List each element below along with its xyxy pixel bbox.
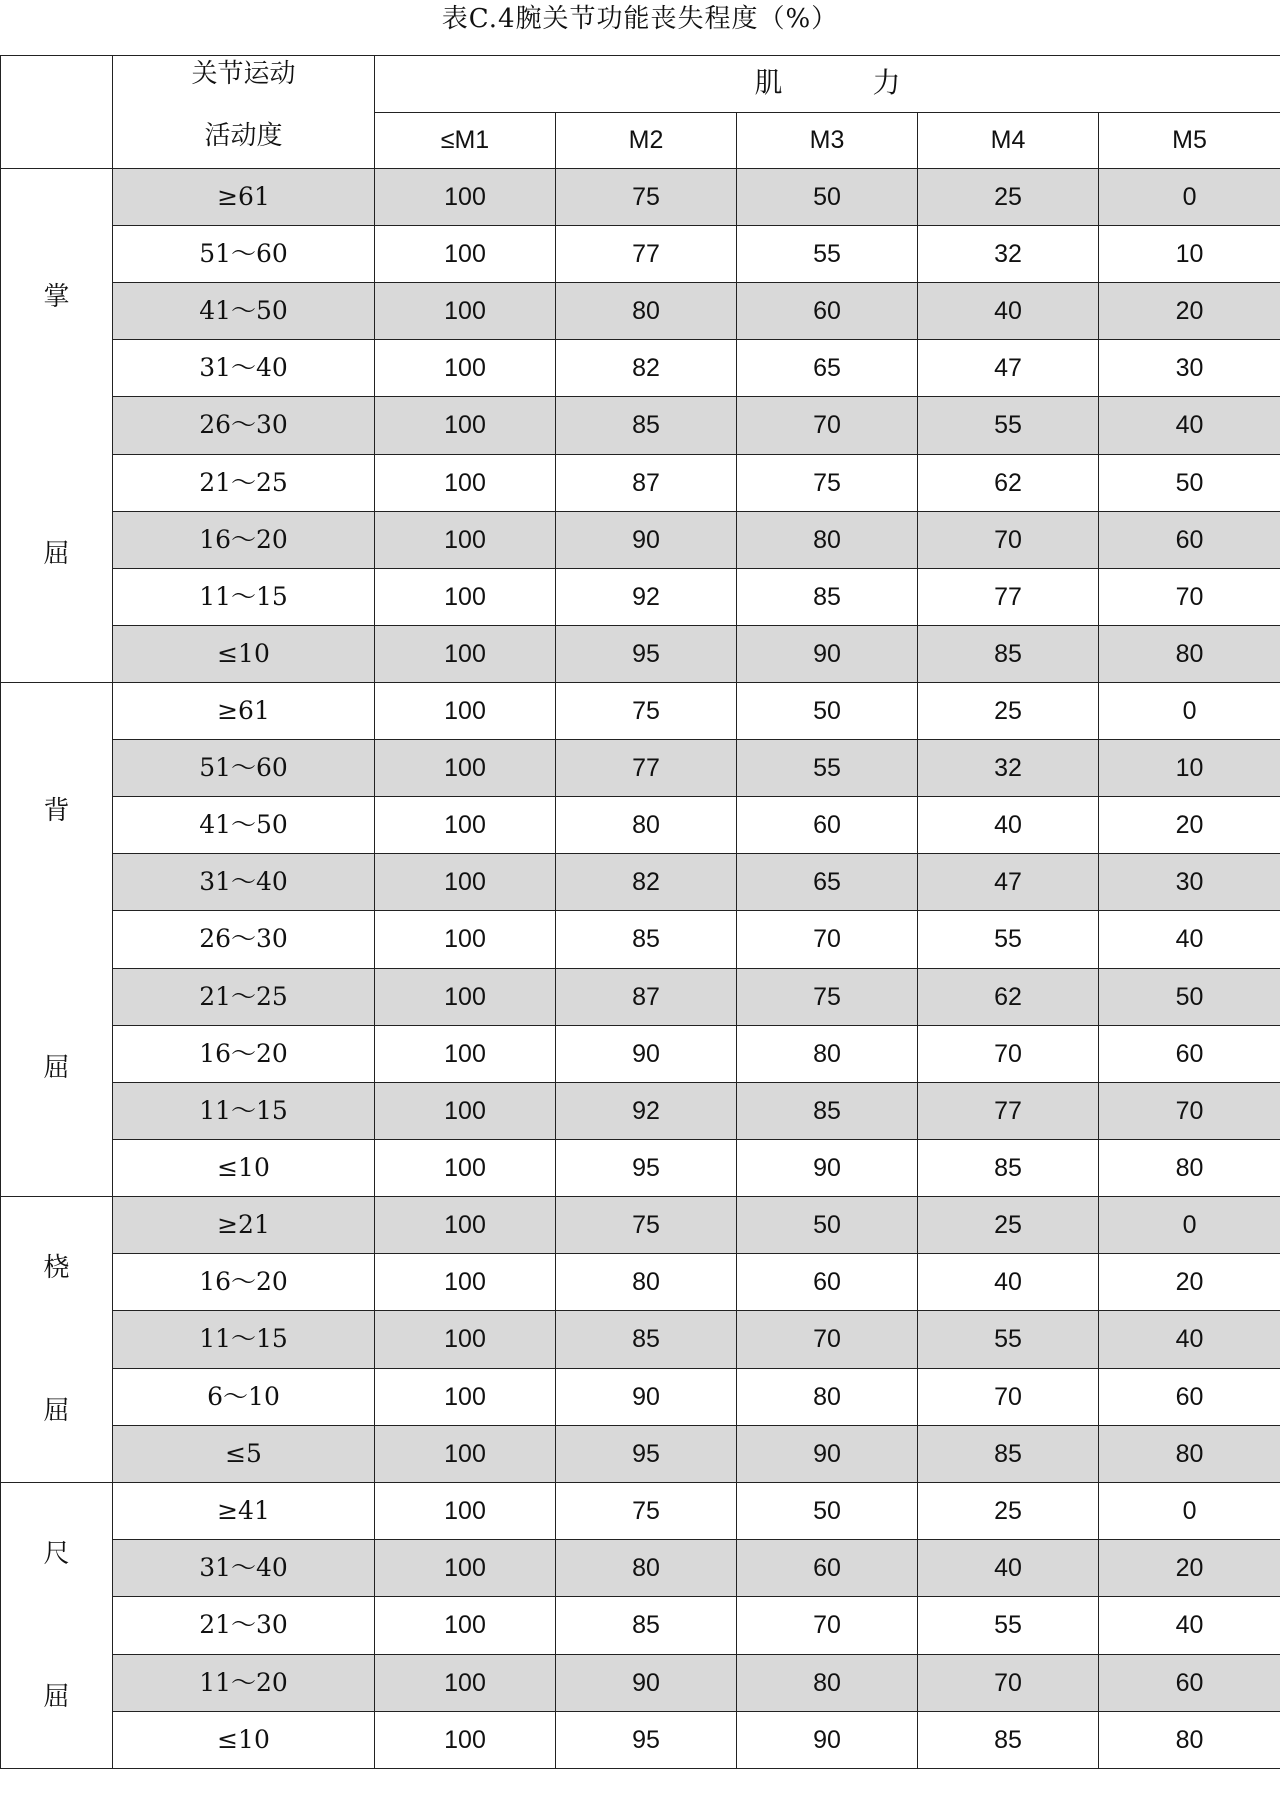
- value-cell: 50: [737, 169, 918, 226]
- table-row: [1, 968, 1280, 1025]
- strength-header-label: 肌力: [754, 66, 991, 100]
- group-label-top: 尺: [43, 1539, 70, 1570]
- value-cell: 0: [1099, 1197, 1280, 1254]
- value-cell: 50: [1099, 968, 1280, 1025]
- value-cell: 100: [375, 683, 556, 740]
- value-cell: 75: [556, 1483, 737, 1540]
- range-cell: 26～30: [113, 397, 375, 454]
- value-cell: 20: [1099, 1540, 1280, 1597]
- table-row: [1, 340, 1280, 397]
- value-cell: 55: [918, 1311, 1099, 1368]
- range-cell: 26～30: [113, 911, 375, 968]
- range-cell: ≤10: [113, 625, 375, 682]
- table-row: [1, 1483, 1280, 1540]
- value-cell: 95: [556, 625, 737, 682]
- group-label-top: 背: [43, 796, 70, 827]
- value-cell: 80: [556, 797, 737, 854]
- value-cell: 85: [918, 1425, 1099, 1482]
- value-cell: 100: [375, 625, 556, 682]
- column-header-m3: M3: [737, 112, 918, 169]
- range-cell: 11～20: [113, 1654, 375, 1711]
- group-cell-ulnar-flexion: [1, 1483, 113, 1769]
- table-row: [1, 1254, 1280, 1311]
- column-header-m1: ≤M1: [375, 112, 556, 169]
- value-cell: 60: [1099, 1654, 1280, 1711]
- value-cell: 60: [737, 283, 918, 340]
- range-cell: ≤10: [113, 1711, 375, 1768]
- value-cell: 32: [918, 740, 1099, 797]
- group-label-bottom: 屈: [43, 538, 70, 569]
- value-cell: 85: [918, 625, 1099, 682]
- value-cell: 55: [918, 397, 1099, 454]
- value-cell: 50: [737, 1197, 918, 1254]
- motion-header-line1: 关节运动: [191, 59, 296, 89]
- table-row: [1, 226, 1280, 283]
- value-cell: 100: [375, 1425, 556, 1482]
- value-cell: 100: [375, 397, 556, 454]
- value-cell: 100: [375, 283, 556, 340]
- value-cell: 100: [375, 568, 556, 625]
- value-cell: 60: [737, 797, 918, 854]
- value-cell: 82: [556, 854, 737, 911]
- range-cell: 11～15: [113, 568, 375, 625]
- value-cell: 77: [918, 1082, 1099, 1139]
- value-cell: 47: [918, 854, 1099, 911]
- value-cell: 100: [375, 1483, 556, 1540]
- value-cell: 75: [737, 454, 918, 511]
- value-cell: 85: [556, 397, 737, 454]
- value-cell: 85: [556, 1597, 737, 1654]
- value-cell: 40: [1099, 1311, 1280, 1368]
- value-cell: 70: [737, 911, 918, 968]
- value-cell: 100: [375, 1197, 556, 1254]
- range-cell: 16～20: [113, 1025, 375, 1082]
- range-cell: 21～30: [113, 1597, 375, 1654]
- range-cell: ≤5: [113, 1425, 375, 1482]
- table-row: [1, 1082, 1280, 1139]
- wrist-function-loss-table: [0, 55, 1280, 1769]
- value-cell: 100: [375, 1368, 556, 1425]
- corner-cell: [1, 56, 113, 169]
- value-cell: 90: [737, 1425, 918, 1482]
- value-cell: 87: [556, 968, 737, 1025]
- value-cell: 100: [375, 911, 556, 968]
- value-cell: 100: [375, 1711, 556, 1768]
- range-cell: 31～40: [113, 1540, 375, 1597]
- value-cell: 80: [1099, 1711, 1280, 1768]
- value-cell: 30: [1099, 340, 1280, 397]
- table-row: [1, 568, 1280, 625]
- value-cell: 85: [556, 1311, 737, 1368]
- value-cell: 70: [737, 1311, 918, 1368]
- table-row: [1, 397, 1280, 454]
- value-cell: 85: [918, 1139, 1099, 1196]
- range-cell: ≥41: [113, 1483, 375, 1540]
- group-cell-dorsal-flexion: [1, 683, 113, 1197]
- group-label-bottom: 屈: [43, 1395, 70, 1426]
- value-cell: 60: [737, 1540, 918, 1597]
- value-cell: 90: [737, 625, 918, 682]
- value-cell: 40: [918, 283, 1099, 340]
- table-row: [1, 1654, 1280, 1711]
- table-row: [1, 1197, 1280, 1254]
- column-header-m5: M5: [1099, 112, 1280, 169]
- value-cell: 100: [375, 1082, 556, 1139]
- value-cell: 10: [1099, 740, 1280, 797]
- value-cell: 10: [1099, 226, 1280, 283]
- table-row: [1, 1368, 1280, 1425]
- range-cell: 16～20: [113, 511, 375, 568]
- table-row: [1, 1711, 1280, 1768]
- value-cell: 65: [737, 854, 918, 911]
- strength-header: [375, 56, 1280, 113]
- value-cell: 100: [375, 340, 556, 397]
- range-cell: 16～20: [113, 1254, 375, 1311]
- value-cell: 65: [737, 340, 918, 397]
- group-cell-palmar-flexion: [1, 169, 113, 683]
- value-cell: 100: [375, 1597, 556, 1654]
- value-cell: 40: [918, 1254, 1099, 1311]
- value-cell: 55: [737, 740, 918, 797]
- value-cell: 40: [1099, 1597, 1280, 1654]
- value-cell: 55: [918, 1597, 1099, 1654]
- range-cell: 41～50: [113, 797, 375, 854]
- value-cell: 92: [556, 568, 737, 625]
- value-cell: 100: [375, 968, 556, 1025]
- value-cell: 95: [556, 1425, 737, 1482]
- value-cell: 80: [737, 1654, 918, 1711]
- value-cell: 62: [918, 968, 1099, 1025]
- range-cell: ≤10: [113, 1139, 375, 1196]
- value-cell: 95: [556, 1711, 737, 1768]
- value-cell: 100: [375, 1139, 556, 1196]
- value-cell: 100: [375, 226, 556, 283]
- value-cell: 90: [737, 1139, 918, 1196]
- range-cell: 51～60: [113, 740, 375, 797]
- value-cell: 100: [375, 511, 556, 568]
- value-cell: 70: [918, 511, 1099, 568]
- range-cell: 11～15: [113, 1082, 375, 1139]
- value-cell: 0: [1099, 169, 1280, 226]
- group-label-top: 桡: [43, 1253, 70, 1284]
- table-body: [1, 56, 1280, 1769]
- value-cell: 70: [1099, 1082, 1280, 1139]
- value-cell: 50: [737, 1483, 918, 1540]
- value-cell: 20: [1099, 1254, 1280, 1311]
- value-cell: 25: [918, 683, 1099, 740]
- value-cell: 80: [737, 1025, 918, 1082]
- motion-range-header: [113, 56, 375, 169]
- value-cell: 100: [375, 1540, 556, 1597]
- table-row: [1, 1597, 1280, 1654]
- value-cell: 70: [918, 1654, 1099, 1711]
- value-cell: 100: [375, 169, 556, 226]
- range-cell: 31～40: [113, 854, 375, 911]
- value-cell: 75: [556, 1197, 737, 1254]
- value-cell: 0: [1099, 683, 1280, 740]
- table-row: [1, 740, 1280, 797]
- value-cell: 40: [1099, 397, 1280, 454]
- value-cell: 75: [556, 683, 737, 740]
- value-cell: 0: [1099, 1483, 1280, 1540]
- column-header-m2: M2: [556, 112, 737, 169]
- table-row: [1, 511, 1280, 568]
- range-cell: 41～50: [113, 283, 375, 340]
- table-row: [1, 1139, 1280, 1196]
- header-row-1: [1, 56, 1280, 113]
- value-cell: 85: [737, 1082, 918, 1139]
- value-cell: 80: [737, 511, 918, 568]
- motion-header-line2: 活动度: [204, 121, 283, 151]
- value-cell: 90: [556, 1025, 737, 1082]
- value-cell: 80: [1099, 1139, 1280, 1196]
- value-cell: 85: [737, 568, 918, 625]
- value-cell: 85: [918, 1711, 1099, 1768]
- column-header-m4: M4: [918, 112, 1099, 169]
- value-cell: 75: [556, 169, 737, 226]
- value-cell: 77: [556, 226, 737, 283]
- table-title: 表C.4腕关节功能丧失程度（%）: [441, 4, 839, 34]
- value-cell: 85: [556, 911, 737, 968]
- table-row: [1, 283, 1280, 340]
- value-cell: 100: [375, 1654, 556, 1711]
- table-row: [1, 1311, 1280, 1368]
- value-cell: 100: [375, 1025, 556, 1082]
- value-cell: 20: [1099, 283, 1280, 340]
- range-cell: ≥61: [113, 683, 375, 740]
- value-cell: 50: [1099, 454, 1280, 511]
- range-cell: 31～40: [113, 340, 375, 397]
- value-cell: 55: [737, 226, 918, 283]
- table-row: [1, 1025, 1280, 1082]
- table-row: [1, 169, 1280, 226]
- value-cell: 80: [556, 1540, 737, 1597]
- table-row: [1, 625, 1280, 682]
- value-cell: 60: [1099, 1368, 1280, 1425]
- value-cell: 20: [1099, 797, 1280, 854]
- value-cell: 60: [737, 1254, 918, 1311]
- value-cell: 75: [737, 968, 918, 1025]
- value-cell: 95: [556, 1139, 737, 1196]
- value-cell: 100: [375, 797, 556, 854]
- value-cell: 25: [918, 1197, 1099, 1254]
- table-row: [1, 1540, 1280, 1597]
- value-cell: 40: [918, 797, 1099, 854]
- value-cell: 30: [1099, 854, 1280, 911]
- value-cell: 80: [737, 1368, 918, 1425]
- value-cell: 70: [918, 1025, 1099, 1082]
- value-cell: 80: [556, 1254, 737, 1311]
- group-label-top: 掌: [43, 282, 70, 313]
- value-cell: 77: [556, 740, 737, 797]
- value-cell: 70: [1099, 568, 1280, 625]
- value-cell: 62: [918, 454, 1099, 511]
- table-row: [1, 854, 1280, 911]
- value-cell: 60: [1099, 511, 1280, 568]
- value-cell: 50: [737, 683, 918, 740]
- value-cell: 60: [1099, 1025, 1280, 1082]
- group-label-bottom: 屈: [43, 1052, 70, 1083]
- value-cell: 90: [737, 1711, 918, 1768]
- table-row: [1, 683, 1280, 740]
- value-cell: 90: [556, 511, 737, 568]
- value-cell: 82: [556, 340, 737, 397]
- value-cell: 100: [375, 1311, 556, 1368]
- table-row: [1, 911, 1280, 968]
- range-cell: ≥21: [113, 1197, 375, 1254]
- value-cell: 47: [918, 340, 1099, 397]
- range-cell: 21～25: [113, 454, 375, 511]
- range-cell: 51～60: [113, 226, 375, 283]
- value-cell: 32: [918, 226, 1099, 283]
- group-cell-radial-flexion: [1, 1197, 113, 1483]
- table-row: [1, 797, 1280, 854]
- value-cell: 100: [375, 740, 556, 797]
- value-cell: 25: [918, 169, 1099, 226]
- table-row: [1, 454, 1280, 511]
- value-cell: 55: [918, 911, 1099, 968]
- range-cell: ≥61: [113, 169, 375, 226]
- value-cell: 40: [918, 1540, 1099, 1597]
- range-cell: 6～10: [113, 1368, 375, 1425]
- value-cell: 40: [1099, 911, 1280, 968]
- value-cell: 77: [918, 568, 1099, 625]
- range-cell: 21～25: [113, 968, 375, 1025]
- value-cell: 70: [737, 397, 918, 454]
- value-cell: 25: [918, 1483, 1099, 1540]
- table-row: [1, 1425, 1280, 1482]
- value-cell: 92: [556, 1082, 737, 1139]
- value-cell: 80: [556, 283, 737, 340]
- group-label-bottom: 屈: [43, 1681, 70, 1712]
- value-cell: 90: [556, 1654, 737, 1711]
- value-cell: 100: [375, 1254, 556, 1311]
- value-cell: 87: [556, 454, 737, 511]
- value-cell: 100: [375, 454, 556, 511]
- range-cell: 11～15: [113, 1311, 375, 1368]
- value-cell: 100: [375, 854, 556, 911]
- value-cell: 80: [1099, 1425, 1280, 1482]
- value-cell: 90: [556, 1368, 737, 1425]
- value-cell: 70: [737, 1597, 918, 1654]
- value-cell: 80: [1099, 625, 1280, 682]
- value-cell: 70: [918, 1368, 1099, 1425]
